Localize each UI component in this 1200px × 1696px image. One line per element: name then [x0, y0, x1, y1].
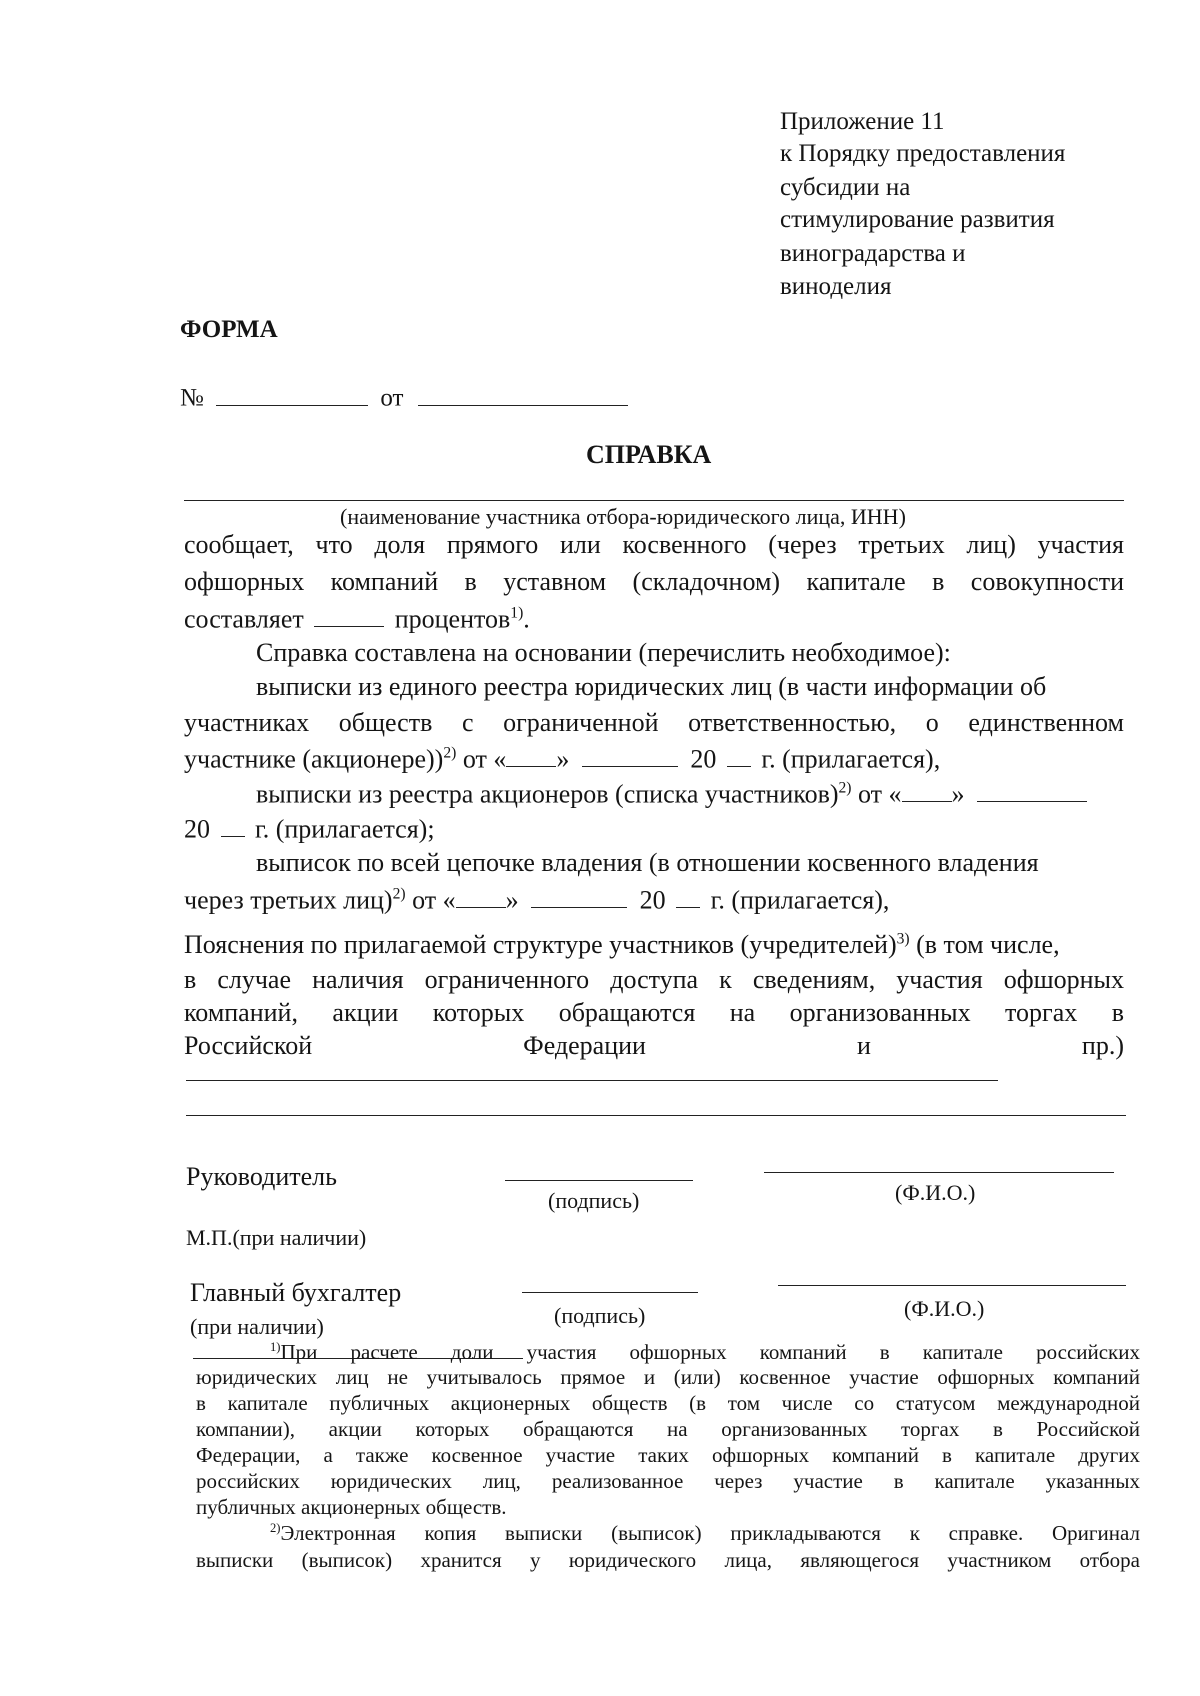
body-p2: Справка составлена на основании (перечислить необходимое): [256, 638, 951, 667]
participant-name-line [184, 500, 1124, 501]
body-p4-line1 [256, 778, 1087, 809]
year-blank [727, 743, 751, 767]
body-text: процентов [394, 604, 511, 634]
chief-accountant-label: Главный бухгалтер [190, 1278, 402, 1307]
body-text: от « [851, 779, 902, 809]
body-text: 20 [639, 885, 666, 915]
body-text: » [951, 779, 965, 809]
footnote-ref: 3) [896, 930, 910, 948]
day-blank [902, 778, 952, 802]
appendix-line-4: стимулирование развития [780, 206, 1055, 233]
body-text: г. (прилагается), [761, 744, 941, 774]
footnote-1-line4: компании), акции которых обращаются на организованных торгах в Российской [196, 1417, 1140, 1441]
body-text: составляет [184, 604, 304, 634]
from-word: от [380, 384, 404, 412]
footnote-1-line1 [270, 1340, 1140, 1365]
body-p3-line1: выписки из единого реестра юридических лиц (в части информации об [256, 672, 1047, 701]
number-sign: № [180, 384, 204, 412]
number-blank [216, 382, 368, 406]
footnote-1-line2: юридических лиц не учитывалось прямое и (или) косвенное участие офшорных компаний [196, 1365, 1140, 1389]
body-text: » [505, 885, 519, 915]
body-text: (в том числе, [909, 930, 1060, 959]
accountant-signature-line [522, 1292, 698, 1293]
footnote-ref: 2) [443, 744, 457, 762]
accountant-fio-caption: (Ф.И.О.) [904, 1296, 985, 1321]
footnote-2-line1 [270, 1521, 1140, 1546]
day-blank [506, 743, 556, 767]
footnote-ref: 2) [392, 885, 406, 903]
body-text: Пояснения по прилагаемой структуре участников (учредителей) [184, 930, 897, 959]
body-text: от « [405, 885, 456, 915]
body-p1-line1: сообщает, что доля прямого или косвенного (через третьих лиц) участия [184, 530, 1124, 559]
body-text: » [556, 744, 570, 774]
month-blank [531, 884, 627, 908]
body-p5-line1: выписок по всей цепочке владения (в отношении косвенного владения [256, 848, 1039, 877]
form-label: ФОРМА [180, 316, 278, 343]
month-blank [582, 743, 678, 767]
body-p1-line3 [184, 603, 530, 634]
appendix-line-6: виноделия [780, 273, 892, 300]
body-p6-line3: компаний, акции которых обращаются на организованных торгах в [184, 998, 1124, 1027]
body-text: через третьих лиц) [184, 885, 393, 915]
head-fio-caption: (Ф.И.О.) [895, 1180, 976, 1205]
body-text: участнике (акционере)) [184, 744, 444, 774]
head-signature-caption: (подпись) [548, 1188, 640, 1213]
appendix-line-5: виноградарства и [780, 240, 966, 267]
body-text: 20 [184, 814, 210, 844]
head-label: Руководитель [186, 1162, 337, 1191]
month-blank [977, 778, 1087, 802]
body-text: выписки из реестра акционеров (списка участников) [256, 779, 839, 809]
accountant-fio-line [778, 1285, 1126, 1286]
footnote-mark: 2) [270, 1521, 281, 1535]
head-signature-line [505, 1180, 693, 1181]
footnote-1-line7: публичных акционерных обществ. [196, 1495, 507, 1519]
footnote-1-line5: Федерации, а также косвенное участие таких офшорных компаний в капитале других [196, 1443, 1140, 1467]
head-fio-line [764, 1172, 1114, 1173]
accountant-signature-caption: (подпись) [554, 1303, 646, 1328]
explanation-line-1 [186, 1080, 998, 1081]
footnote-mark: 1) [270, 1340, 281, 1354]
appendix-line-3: субсидии на [780, 174, 911, 201]
date-blank [418, 382, 628, 406]
body-p5-line2 [184, 884, 889, 915]
percent-blank [314, 603, 384, 627]
footnote-ref: 1) [510, 604, 524, 622]
day-blank [456, 884, 506, 908]
body-p1-line2: офшорных компаний в уставном (складочном) капитале в совокупности [184, 567, 1124, 596]
body-text: . [523, 604, 530, 634]
body-p3-line2: участниках обществ с ограниченной ответственностью, о единственном [184, 708, 1124, 737]
footnote-ref: 2) [838, 779, 852, 797]
appendix-line-2: к Порядку предоставления [780, 140, 1066, 167]
body-p6-line1 [184, 930, 1060, 960]
footnote-2-line2: выписки (выписок) хранится у юридического лица, являющегося участником отбора [196, 1548, 1140, 1572]
footnote-1-line6: российских юридических лиц, реализованное через участие в капитале указанных [196, 1469, 1140, 1493]
appendix-line-1: Приложение 11 [780, 108, 945, 135]
body-p6-line4: Российской Федерации и пр.) [184, 1031, 1124, 1060]
body-p4-line2 [184, 813, 435, 844]
explanation-line-2 [186, 1115, 1126, 1116]
body-p6-line2: в случае наличия ограниченного доступа к сведениям, участия офшорных [184, 965, 1124, 994]
body-text: от « [456, 744, 507, 774]
participant-caption: (наименование участника отбора-юридического лица, ИНН) [340, 504, 906, 529]
footnote-1-line3: в капитале публичных акционерных обществ (в том числе со статусом международной [196, 1391, 1140, 1415]
body-p3-line3 [184, 743, 940, 774]
body-text: г. (прилагается), [710, 885, 890, 915]
page-title: СПРАВКА [586, 440, 712, 469]
number-line [180, 382, 628, 413]
if-any-label: (при наличии) [190, 1314, 324, 1339]
year-blank [676, 884, 700, 908]
year-blank [221, 813, 245, 837]
body-text: г. (прилагается); [255, 814, 435, 844]
body-text: 20 [690, 744, 717, 774]
footnote-text: Электронная копия выписки (выписок) прикладываются к справке. Оригинал [280, 1521, 1140, 1545]
footnote-text: При расчете доли участия офшорных компаний в капитале российских [280, 1340, 1140, 1364]
stamp-label: М.П.(при наличии) [186, 1225, 367, 1250]
